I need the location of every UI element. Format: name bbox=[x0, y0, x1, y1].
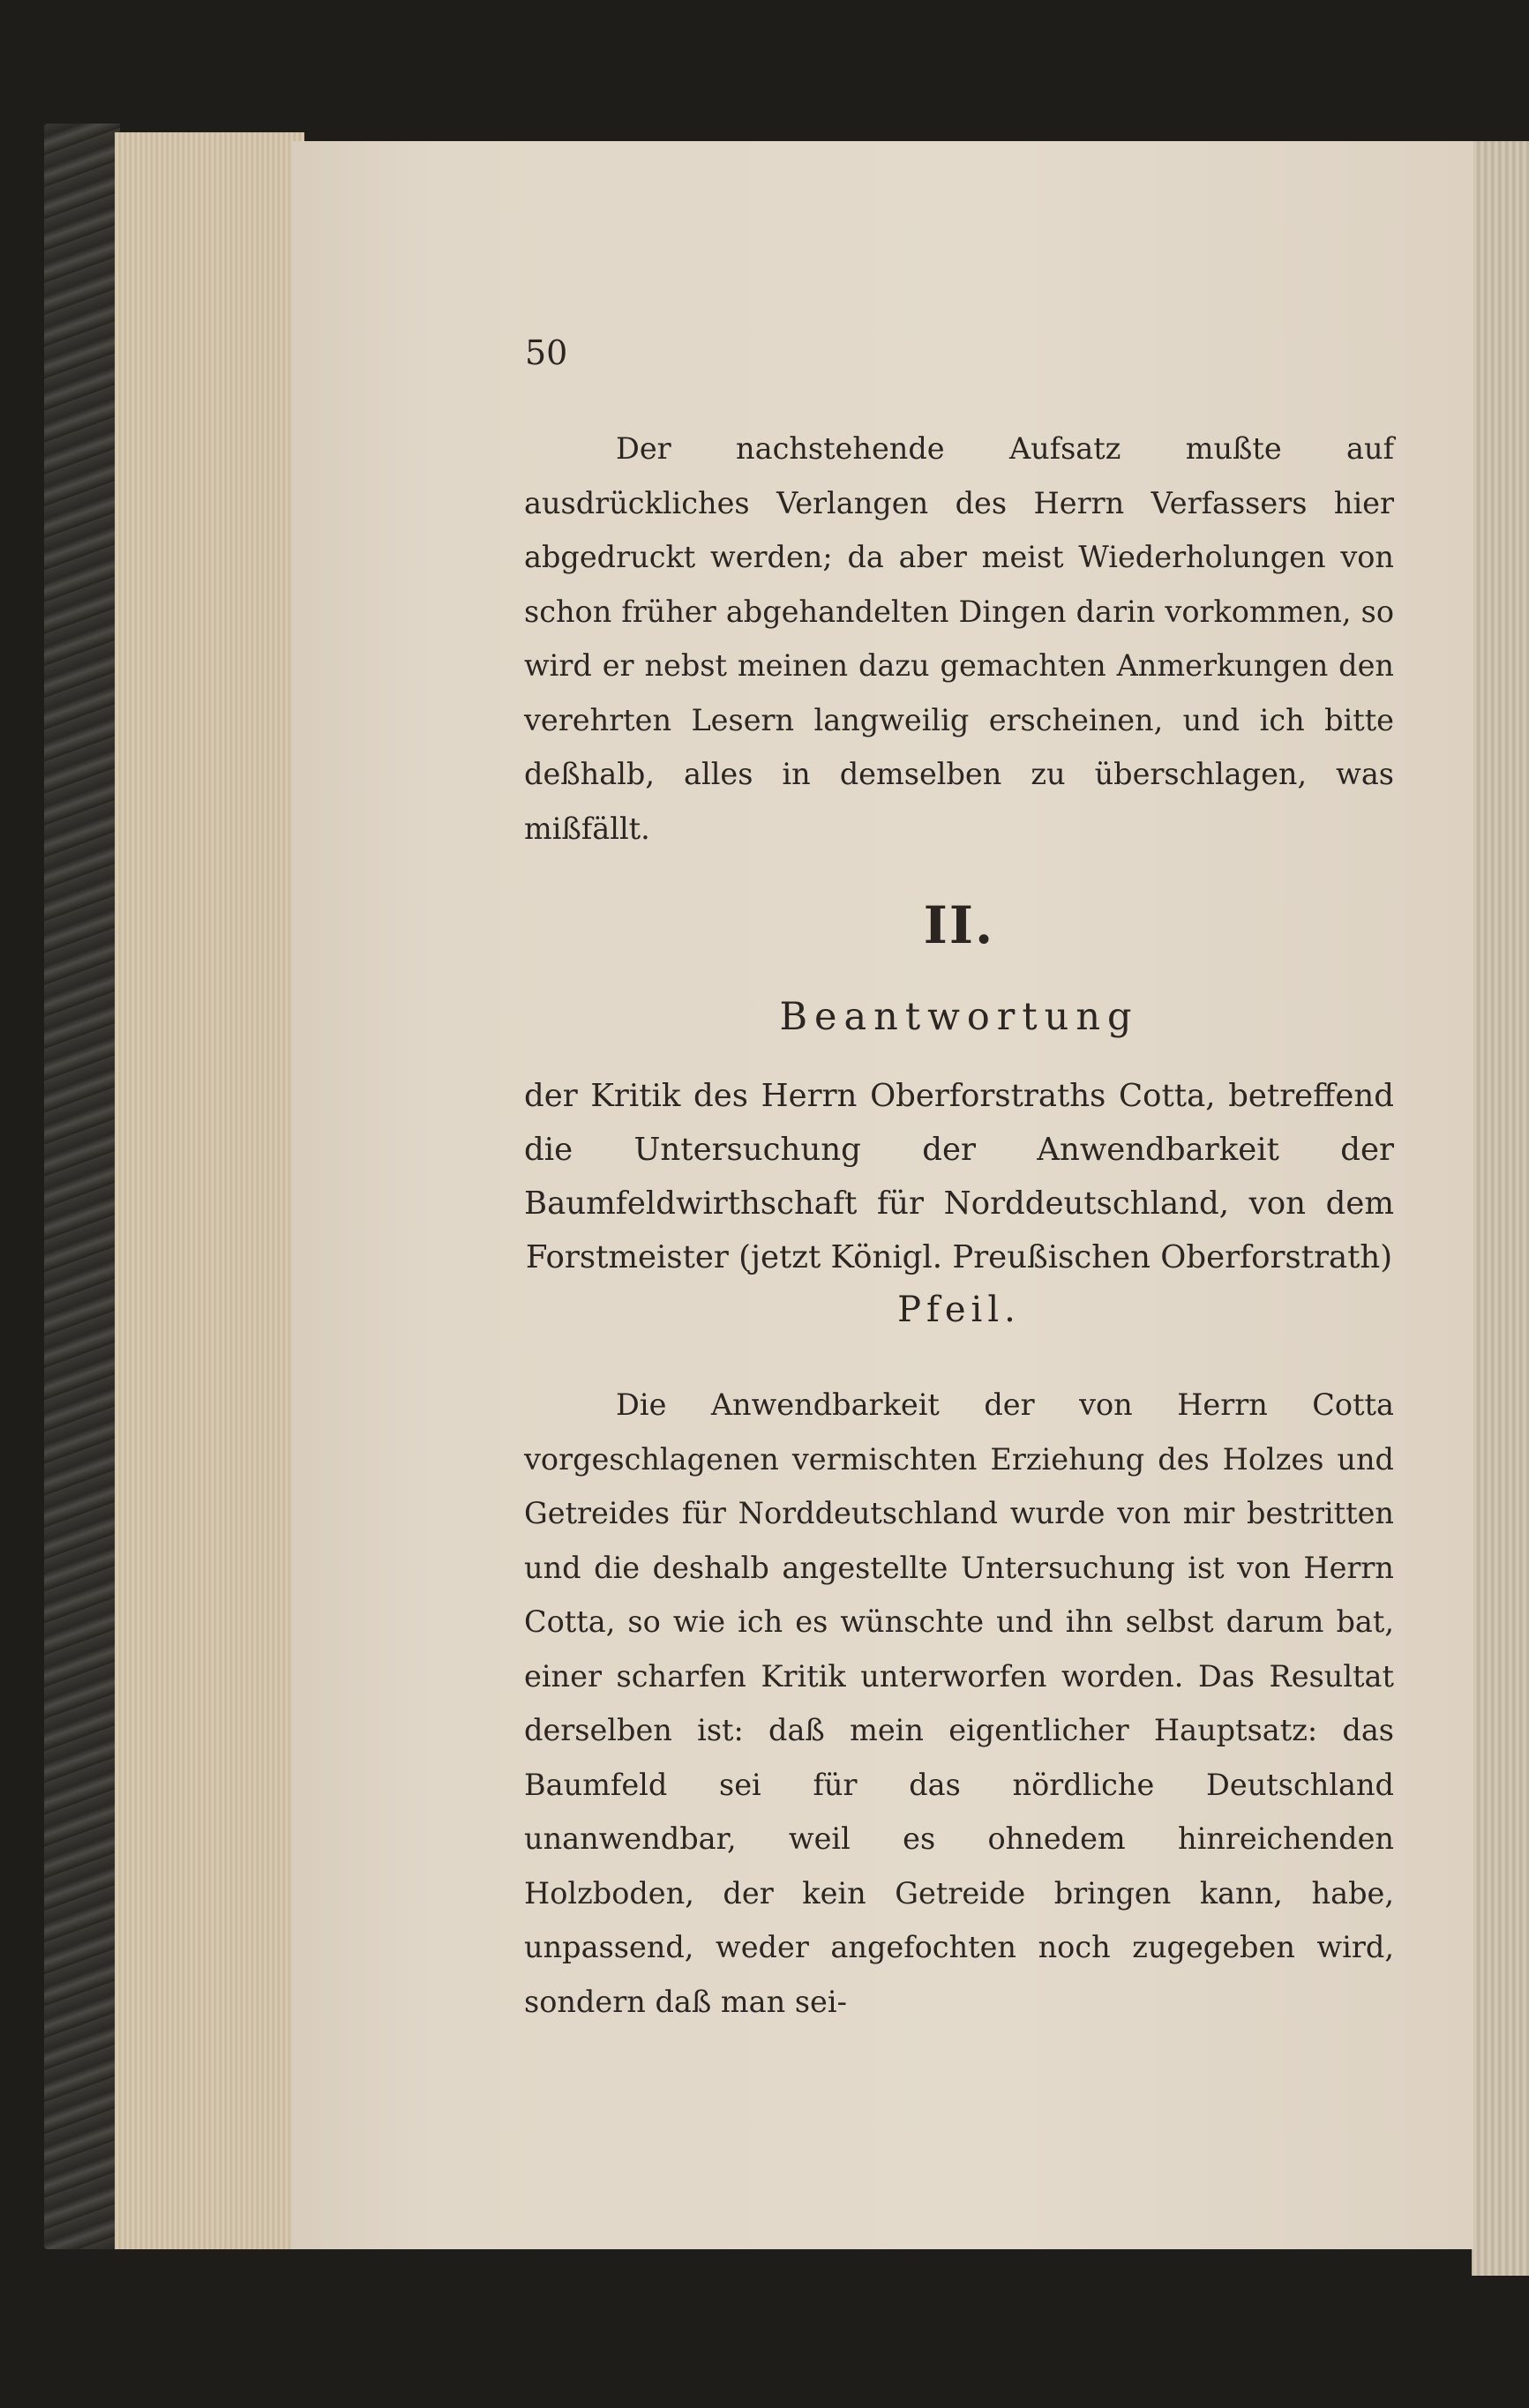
page-edge-stack bbox=[115, 132, 304, 2249]
chapter-author: Pfeil. bbox=[897, 1290, 1021, 1330]
chapter-subtitle: der Kritik des Herrn Oberforstraths Cotta, betreffend die Untersuchung der Anwendbarkeit der Baumfeldwirthschaft für Norddeutschland, von dem Forstmeister (jetzt Königl. Preußischen Oberforstrath) bbox=[524, 1078, 1394, 1275]
intro-paragraph: Der nachstehende Aufsatz mußte auf ausdrückliches Verlangen des Herrn Verfassers hier abgedruckt werden; da aber meist Wiederholungen von schon früher abgehandelten Dingen darin vorkommen, so wird er nebst meinen dazu gemachten Anmerkungen den verehrten Lesern langweilig erscheinen, und ich bitte deßhalb, alles in demselben zu überschlagen, was mißfällt. bbox=[524, 431, 1394, 846]
book-binding bbox=[44, 123, 120, 2249]
facing-pages-edge bbox=[1472, 141, 1529, 2276]
page-number: 50 bbox=[525, 333, 568, 372]
body-paragraph: Die Anwendbarkeit der von Herrn Cotta vorgeschlagenen vermischten Erziehung des Holzes und Getreides für Norddeutschland wurde von mir bestritten und die deshalb angestellte Untersuchung ist von Herrn Cotta, so wie ich es wünschte und ihn selbst darum bat, einer scharfen Kritik unterworfen worden. Das Resultat derselben ist: daß mein eigentlicher Hauptsatz: das Baumfeld sei für das nördliche Deutschland unanwendbar, weil es ohnedem hinreichenden Holzboden, der kein Getreide bringen kann, habe, unpassend, weder angefochten noch zugegeben wird, sondern daß man sei- bbox=[524, 1387, 1394, 2019]
chapter-title: Beantwortung bbox=[779, 995, 1139, 1039]
chapter-number: II. bbox=[923, 895, 995, 955]
